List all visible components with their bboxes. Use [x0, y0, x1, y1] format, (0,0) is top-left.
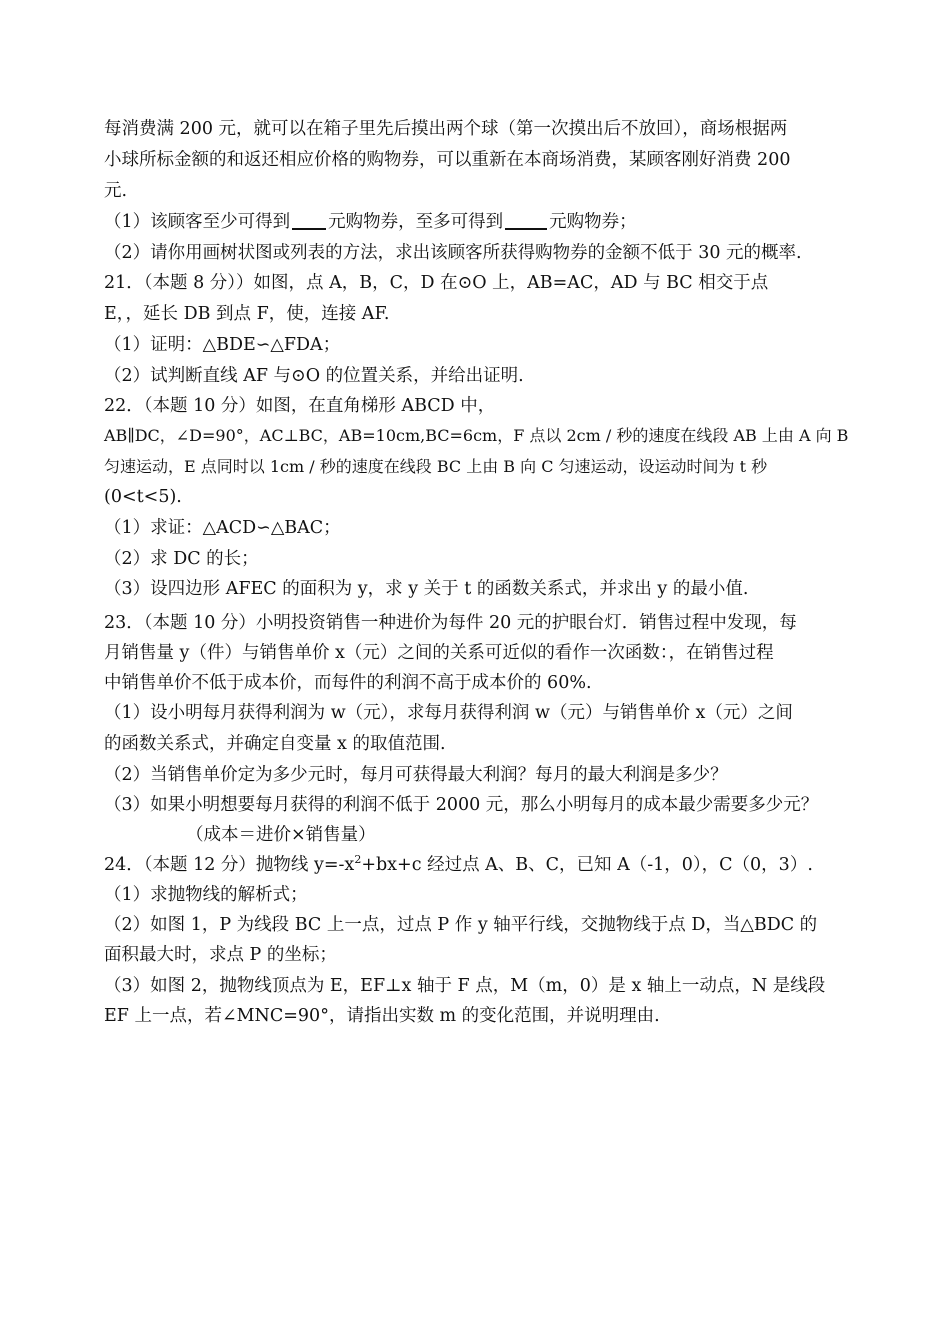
exponent: 2: [354, 853, 362, 867]
text-line: （1）求抛物线的解析式；: [104, 885, 308, 905]
text-line: 元.: [104, 181, 128, 201]
text-line: （3）如图 2，抛物线顶点为 E，EF⊥x 轴于 F 点，M（m，0）是 x 轴上一动点，N 是线段: [104, 976, 826, 996]
text-line: 面积最大时，求点 P 的坐标；: [104, 945, 337, 965]
question-20-part-1: [104, 210, 864, 234]
text-line: （2）试判断直线 AF 与⊙O 的位置关系，并给出证明.: [104, 366, 524, 386]
text-line: E，，延长 DB 到点 F，使，连接 AF.: [104, 304, 390, 324]
text-segment: 元购物券，至多可得到: [328, 212, 504, 232]
text-line: （2）如图 1，P 为线段 BC 上一点，过点 P 作 y 轴平行线，交抛物线于点 D，当△BDC 的: [104, 915, 818, 935]
text-line: AB∥DC，∠D=90°，AC⊥BC，AB=10cm,BC=6cm，F 点以 2cm / 秒的速度在线段 AB 上由 A 向 B: [104, 426, 849, 445]
question-21-heading: 21．（本题 8 分））如图，点 A，B，C，D 在⊙O 上，AB=AC，AD 与 BC 相交于点: [104, 273, 769, 293]
text-line: （成本＝进价×销售量）: [186, 825, 376, 845]
question-23-heading: 23．（本题 10 分）小明投资销售一种进价为每件 20 元的护眼台灯．销售过程中发现，每: [104, 613, 797, 633]
text-line: 的函数关系式，并确定自变量 x 的取值范围.: [104, 734, 446, 754]
text-line: 中销售单价不低于成本价，而每件的利润不高于成本价的 60%.: [104, 673, 592, 693]
text-segment: 24．（本题 12 分）抛物线 y=-x: [104, 855, 355, 875]
text-line: 小球所标金额的和返还相应价格的购物券，可以重新在本商场消费，某顾客刚好消费 200: [104, 150, 791, 170]
text-line: （1）求证：△ACD∽△BAC；: [104, 518, 341, 538]
text-line: 匀速运动，E 点同时以 1cm / 秒的速度在线段 BC 上由 B 向 C 匀速运动，设运动时间为 t 秒: [104, 457, 768, 476]
question-22-heading: 22．（本题 10 分）如图，在直角梯形 ABCD 中，: [104, 396, 496, 416]
text-line: （3）设四边形 AFEC 的面积为 y，求 y 关于 t 的函数关系式，并求出 y 的最小值.: [104, 579, 749, 599]
text-segment: +bx+c 经过点 A、B、C，已知 A（-1，0），C（0，3）.: [361, 855, 813, 875]
text-segment: （1）该顾客至少可得到: [104, 212, 291, 232]
text-line: (0<t<5).: [104, 487, 182, 507]
text-line: （1）证明：△BDE∽△FDA；: [104, 335, 341, 355]
text-line: （1）设小明每月获得利润为 w（元），求每月获得利润 w（元）与销售单价 x（元）之间: [104, 703, 793, 723]
text-line: （3）如果小明想要每月获得的利润不低于 2000 元，那么小明每月的成本最少需要多少元？: [104, 795, 819, 815]
text-line: （2）当销售单价定为多少元时，每月可获得最大利润？每月的最大利润是多少？: [104, 765, 728, 785]
text-segment: 元购物券；: [549, 212, 637, 232]
question-24-heading: [104, 853, 864, 877]
answer-blank-max: [505, 210, 547, 230]
text-line: 月销售量 y（件）与销售单价 x（元）之间的关系可近似的看作一次函数：，在销售过程: [104, 643, 774, 663]
text-line: （2）请你用画树状图或列表的方法，求出该顾客所获得购物券的金额不低于 30 元的概率.: [104, 243, 802, 263]
text-line: 每消费满 200 元，就可以在箱子里先后摸出两个球（第一次摸出后不放回），商场根据两: [104, 119, 788, 139]
answer-blank-min: [292, 210, 326, 230]
text-line: EF 上一点，若∠MNC=90°，请指出实数 m 的变化范围，并说明理由.: [104, 1006, 660, 1026]
text-line: （2）求 DC 的长；: [104, 549, 259, 569]
